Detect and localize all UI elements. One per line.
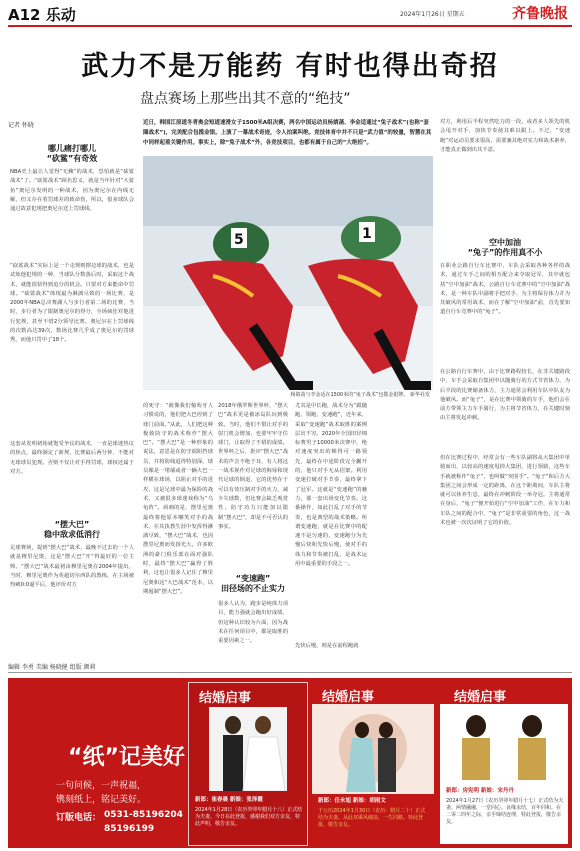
ad-phone: 85196199 [104, 824, 155, 834]
article-paragraph: 对方，利用后半程突然吃力的一段，或者多人领先的机会甩开对手，加快节奏使其难以跟上。不过，“变速跑”对运动员要求很高，需要兼具绝对实力和战术素养，才能真正做到出其不意。 [440, 119, 570, 153]
editor-credits: 编辑 李勇 美编 杨晓健 组版 颜莉 [8, 664, 96, 671]
section-heading: 空中加油 “兔子”的作用真不小 [467, 238, 543, 257]
wedding-ad-banner [8, 678, 572, 848]
wedding-notice: 2024年1月28日（农历癸卯年腊月十八）正式结为夫妻。今日在此登报，感谢我们双方亲友，特此声明，敬告亲友。 [195, 807, 303, 827]
issue-date: 2024年1月26日 星期五 [400, 11, 465, 18]
article-photo [143, 156, 433, 390]
wedding-notice: 2024年1月27日（农历癸卯年腊月十七）正式结为夫妻。两情融融，一堂同心。良缘永结，百年同和。在二零二四年之际，亲手缔结连理，特此登报，敬告亲友。 [446, 798, 564, 825]
header-divider [8, 25, 572, 27]
article-paragraph: 很多人认为，跑步是纯体力项目，能力强就会跑出好成绩，但这种认识较为片面，因为战术在任何项目中，都是取胜的重要因素之一。 [218, 601, 288, 645]
article-lead: 近日，韩国江原道冬青奥会短道速滑女子1500米A组决赛，两名中国运动员杨婧菡、李金适通过“兔子战术”(也称“套圈战术”)，完美配合包揽金银。上演了一幕战术奇迹，令人拍案叫绝。竞技体育中并不只是“武力值”的较量，智慧在其中同样起着关键作用。事实上，除“兔子战术”外，各竞技项目，也都有属于自己的“大绝招”。 [143, 120, 432, 146]
article-paragraph: 在职业公路自行车比赛中，车队会采取各种各样的战术，通过车手之间的相互配合来夺取冠军，其中就包括“空中加油”战术。公路自行车竞赛中的“空中加油”战术，是一种车队中副将手把对手、为主将保存体力并为其破风的常用战术，而在了解“空中加油”前，首先要知道自行车竞赛中的“兔子”。 [440, 263, 570, 316]
reporter-byline: 记者 怀晓 [8, 122, 34, 129]
article-subtitle: 盘点赛场上那些出其不意的“绝技” [140, 91, 351, 107]
groom-photo [454, 710, 498, 780]
ad-line: 镌刻纸上，铭记美好。 [56, 795, 147, 805]
article-paragraph: “砍鲨战术”实际上是一个走规则擦边球的战术，也是试炼他犯规的一种，当球队分数落后时，采取这个战术，就能很快得到追分的机会。只要对方来能命中罚球。“砍鲨战术”体现最为淋漓尽致的一场比赛，是2000年NBA总决赛湖人与步行者第二场的比赛，当时，步行者为了限制奥尼尔的得分，全场疯狂对他进行犯规，甚至不惜2分领导比赛。奥尼尔在上罚球线的次数高达39次，数场比赛几乎成了奥尼尔的罚球秀，而他只罚中了18个。 [10, 263, 134, 344]
section-heading: 哪儿痛打哪儿 “砍鲨”有奇效 [46, 144, 98, 163]
svg-text:5: 5 [234, 232, 244, 248]
ad-line: 一句问候，一声祝福， [56, 781, 147, 791]
couple-names: 新郎：房宪明 新娘：宋丹丹 [446, 788, 514, 794]
couple-illustration [209, 707, 287, 791]
groom-illustration [454, 710, 498, 780]
couple-names: 新郎：崔春晨 新娘：张泽霞 [195, 797, 263, 803]
article-paragraph: 足球赛场，提到“摆大巴”战术，最晚不过去的一个人就是穆里尼奥，这是“摆大巴”开”得最好的一位主帅。“摆大巴”战术最初由穆里尼奥在2004年提出，当时，穆里尼奥作为英超切尔西队的教练，在主场被热刺0:0逼平后，他评价对方 [10, 545, 134, 589]
article-paragraph: 这套从发明初始就饱受争议的战术，一直是球迷热议的焦点，最终制定了新规，比赛最后两分钟，不能对无球球员犯规。否则不仅让对手得罚球，球权还属于对方。 [10, 441, 134, 475]
section-heading: “变速跑” 田径场的不止实力 [221, 574, 285, 593]
ad-phone-label: 订版电话： [56, 813, 102, 823]
wedding-card [440, 682, 568, 844]
newspaper-logo: 齐鲁晚报 [512, 6, 568, 22]
wedding-card [312, 682, 434, 844]
speed-skaters-illustration [143, 156, 433, 390]
wedding-card [188, 682, 308, 846]
ad-slogan: “纸”记美好 [68, 745, 185, 770]
couple-names: 新郎：任永旭 新娘：胡雨文 [318, 798, 386, 804]
article-paragraph: 尤其是中长跑，战术分为“跟随跑、领跑、变速跑”，近年来，采取“变速跑”战术取胜的案例层出不穷。2020年全国田径锦标赛男子10000米决赛中，绝对速度突出的裸得可一路领先，最终在中途阶段完全撇开的，他只对手无从招架。利用变速打破对手节奏，最终拿下了冠军。这就是“变速跑”的魅力，那一套出场变化节奏。这番操作，如此打乱了对手的节奏，也是典型的战术策略。所谓变速跑，就是在比赛中的配速不是匀速的，变速跑分为先慢后快和先快后慢，使对手的体力和节奏被打乱，是战术运用中最重要的手段之一。 [295, 403, 367, 568]
section-heading: “摆大巴” 稳中敌求低消行 [44, 520, 100, 539]
svg-text:1: 1 [362, 226, 372, 242]
wedding-notice: 于公历2024年1月30日（农历：腊月二十）正式结为夫妻。从此双乘风破浪，一生同路。特此登报，敬告亲友。 [318, 808, 426, 828]
couple-photo [209, 707, 287, 791]
page-section-label: A12 乐动 [8, 6, 76, 24]
wedding-card-title: 结婚启事 [454, 690, 507, 705]
ad-phone: 0531-85196204 [104, 810, 183, 820]
article-title: 武力不是万能药 有时也得出奇招 [81, 51, 499, 82]
photo-caption: 杨婧菡与李金适在1500米的“兔子战术”包揽金银牌。 新华社发 [290, 392, 430, 398]
wedding-card-title: 结婚启事 [199, 691, 252, 706]
wedding-card-title: 结婚启事 [322, 690, 375, 705]
couple-illustration [334, 708, 412, 792]
article-paragraph: 先快后慢，则是在前程跑就 [295, 643, 359, 649]
page-header [0, 0, 580, 26]
bride-photo [510, 710, 554, 780]
article-paragraph: 在公路自行车赛中，由于比赛路程较长，在非关键路段中，车手会采取自集团中以随骑行的方式节省体力，为后半段的比赛储备体力，主力通常会利用车队中队友为他破风。而“兔子”，是在比赛中领骑的车手，他们会在前方带领主力车手骑行，为主将节省体力，在关键时刻由主将发起冲刺。 [440, 369, 570, 422]
footer-divider [8, 672, 572, 673]
article-paragraph: NBA史上最让人觉得“无赖”的战术，恐怕就是“砍鲨战术”了。“砍鲨战术”顾名思义，就是当年针对“大鲨鱼”奥尼尔发明的一种战术，因为奥尼尔在内线无解，但又存在着罚球差的致命伤，所以，很多球队会通过故意犯规把奥尼尔送上罚球线。 [10, 169, 134, 213]
article-paragraph: 但在比赛过程中，经常会有一些车队副将从大集团中单骑而出，以较高的速度甩掉大集团，进行领骑，这些车手就被称作“兔子”，也叫做“突围手”。“兔子”和后方大集团之间会形成一定的距离，在这个距离间，车队主将就可以休养生息，最终在冲刺阶段一举夺冠。主将通常在身后，“兔子”便开始进行“空中加油”工作，在车力和车队之间的配合中，“兔子”是非常重要的角色，这一战术也被一次次证明了它的价值。 [440, 455, 570, 527]
article-paragraph: 的死守：“就像我们葡萄牙人习惯说的，他们把大巴停到了球门前面。”从此，人们把这种极致防守的战术称作“摆大巴”。“摆大巴”是一种形象的说法，意思是在防守端阻挡球员，并将防线退得特别深，球员像是一堵墙或者一辆大巴一样横在球场，以阻止对手的进攻，这是足球中最为保险的战术，又被很多球迷戏称为“乌龟阵”。讽刺的是，摆里尼奥最终将他原本嘲笑对手的战术，在其执教生涯中发挥得淋漓尽致，“摆大巴”战术，也因摆里尼奥而发扬光大，许多欧洲的豪门俱乐部在面对强队时，最终“摆大巴”赢得了胜利，这也让很多人记住了穆里尼奥和这“大巴战术”范本，以期遏制“摆大巴”。 [143, 403, 213, 595]
bride-illustration [510, 710, 554, 780]
article-paragraph: 2018年俄罗斯世界杯，“摆大巴”战术更是被冰岛队玩到极致。当时，他们不惜让对手的射门机会增加，也要牢牢守住球门，让取得了不错的成绩。世界杯之后，批评“摆大巴”战术的声音不绝于耳，有人将这一战术视作对足球的侮辱和现代足球的倒退，它的优势在于可以有效压制对手的火力，减少失球数，但比赛会缺乏观赏性，防守功力只能加以限制“摆大巴”，却是不可否认的事实。 [218, 403, 288, 530]
couple-photo [334, 708, 412, 792]
